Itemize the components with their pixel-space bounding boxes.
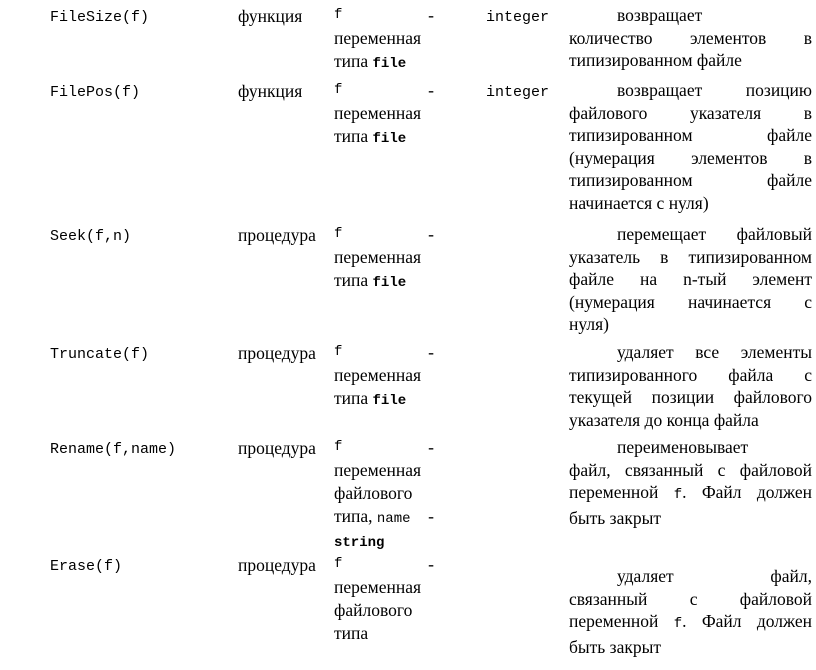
routine-name: Erase(f) — [50, 558, 123, 575]
param-variable: f — [334, 82, 343, 98]
description-line: файлового указателя в — [569, 102, 812, 123]
param-type-prefix: типа — [334, 623, 369, 643]
param-type: string — [334, 535, 385, 551]
description-variable: f — [673, 487, 683, 503]
routine-kind: функция — [238, 6, 303, 26]
routine-kind: процедура — [238, 225, 316, 245]
description-line: типизированном файле — [569, 50, 742, 70]
description-line: файл, связанный с файловой — [569, 459, 812, 480]
param-line: переменная — [334, 460, 422, 480]
param-line: файлового — [334, 483, 413, 503]
description-line: указателя до конца файла — [569, 409, 759, 430]
description-line: типизированном файле — [569, 170, 812, 190]
routine-params — [334, 436, 434, 552]
param-type: file — [372, 393, 407, 409]
routine-params — [334, 79, 434, 151]
description-text: переменной — [569, 611, 659, 631]
routine-description — [569, 223, 812, 336]
param-variable: f — [334, 7, 343, 23]
routine-name: Rename(f,name) — [50, 441, 177, 458]
description-line: типизированного файла с — [569, 364, 812, 385]
description-line: быть закрыт — [569, 636, 662, 657]
param-dash: - — [428, 224, 434, 244]
routine-description — [569, 565, 812, 658]
routine-description — [569, 4, 812, 72]
routine-name: Seek(f,n) — [50, 228, 132, 245]
routine-kind: функция — [238, 81, 303, 101]
param-second-variable: name — [376, 511, 411, 527]
param-dash: - — [428, 437, 434, 457]
param-variable: f — [334, 344, 343, 360]
description-text: переменной — [569, 482, 659, 502]
param-line: переменная — [334, 103, 422, 123]
description-text: . Файл должен — [682, 482, 812, 502]
param-type-prefix: типа — [334, 270, 369, 290]
return-type: integer — [486, 9, 550, 26]
routine-params — [334, 223, 434, 295]
description-line: (нумерация начинается с — [569, 291, 812, 312]
param-line: переменная — [334, 28, 422, 48]
param-dash: - — [428, 80, 434, 100]
description-line: количество элементов в — [569, 27, 812, 48]
description-variable: f — [673, 616, 683, 632]
param-line: переменная — [334, 247, 422, 267]
param-type: file — [372, 56, 407, 72]
description-line: переименовывает — [617, 437, 749, 457]
routine-kind: процедура — [238, 555, 316, 575]
description-line: типизированном файле — [569, 125, 812, 145]
param-type-prefix: типа — [334, 388, 369, 408]
param-type: file — [372, 275, 407, 291]
param-type: file — [372, 131, 407, 147]
routine-kind: процедура — [238, 343, 316, 363]
routine-description — [569, 436, 812, 529]
param-line: переменная — [334, 577, 422, 597]
routine-description — [569, 341, 812, 431]
routine-params — [334, 4, 434, 76]
param-type-prefix: типа — [334, 51, 369, 71]
return-type: integer — [486, 84, 550, 101]
description-line: удаляет все элементы — [617, 342, 812, 362]
param-dash: - — [428, 5, 434, 25]
routine-params — [334, 341, 434, 413]
description-line: текущей позиции файлового — [569, 387, 812, 407]
param-line: файлового — [334, 600, 413, 620]
param-type-prefix: типа, — [334, 506, 373, 526]
description-text: . Файл должен — [682, 611, 812, 631]
param-type-prefix: типа — [334, 126, 369, 146]
description-line: файле на n-тый элемент — [569, 269, 812, 289]
routine-params — [334, 553, 434, 645]
param-variable: f — [334, 556, 343, 572]
param-variable: f — [334, 226, 343, 242]
routine-name: FileSize(f) — [50, 9, 150, 26]
description-line: связанный с файловой — [569, 588, 812, 609]
description-line: (нумерация элементов в — [569, 147, 812, 168]
routine-description — [569, 79, 812, 214]
description-line: возвращает — [617, 5, 703, 25]
param-dash: - — [428, 506, 434, 526]
param-line: переменная — [334, 365, 422, 385]
param-dash: - — [428, 342, 434, 362]
description-line: нуля) — [569, 314, 609, 334]
description-line: начинается с нуля) — [569, 192, 709, 213]
description-line: удаляет файл, — [617, 566, 812, 586]
description-line: указатель в типизированном — [569, 246, 812, 267]
routine-name: FilePos(f) — [50, 84, 141, 101]
param-variable: f — [334, 439, 343, 455]
routine-kind: процедура — [238, 438, 316, 458]
description-line: возвращает позицию — [617, 80, 812, 100]
param-dash: - — [428, 554, 434, 574]
description-line: быть закрыт — [569, 507, 662, 528]
routine-name: Truncate(f) — [50, 346, 150, 363]
description-line: перемещает файловый — [617, 224, 812, 244]
